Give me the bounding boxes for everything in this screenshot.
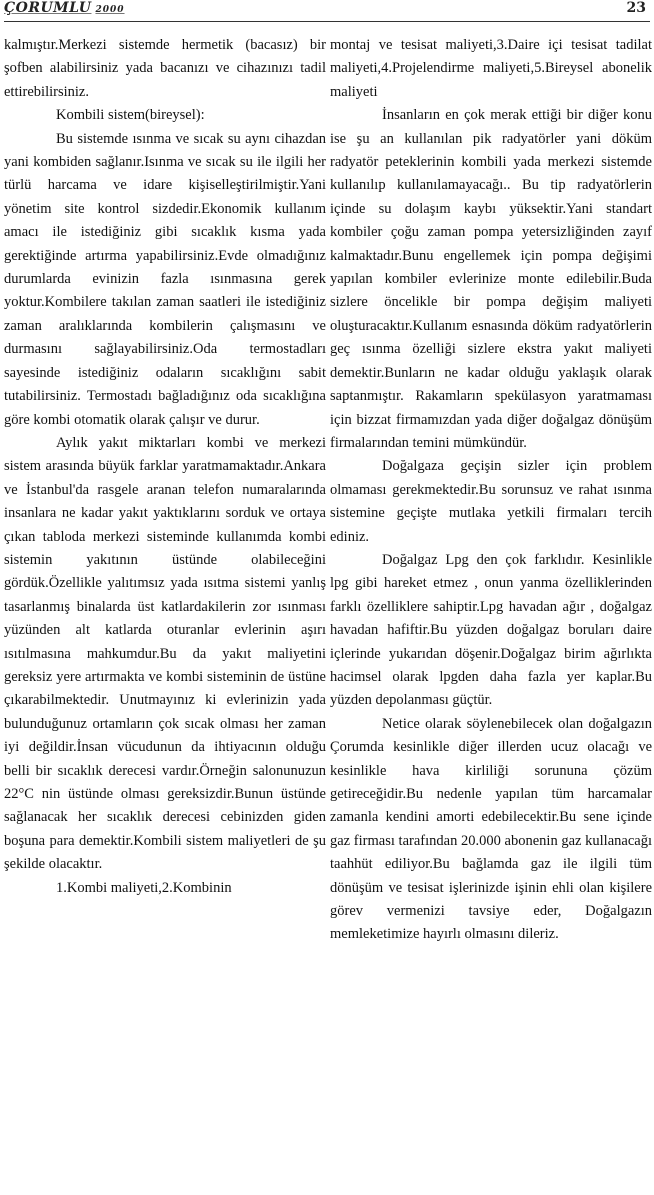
page-header xyxy=(0,0,654,20)
header-rule xyxy=(4,21,650,22)
paragraph: Netice olarak söylenebilecek olan doğalgazın Çorumda kesinlikle diğer illerden ucuz olacağı ve kesinlikle hava kirliliği sorununa çözüm getireceğidir.Bu nedenle yapılan tüm harcamalar zamanla kendini amorti edebilecektir.Bu sene içinde gaz firması tarafından 20.000 abonenin gaz kullanacağı taahhüt ediliyor.Bu bağlamda gaz ile ilgili tüm dönüşüm ve tesisat işlerinizde işinin ehli olan kişilere görev vermenizi tavsiye eder, Doğalgazın memleketimize hayırlı olmasını dileriz. xyxy=(330,715,652,943)
paragraph: Aylık yakıt miktarları kombi ve merkezi sistem arasında büyük farklar yaratmamaktadır.Ankara ve İstanbul'da rasgele aranan telefon numaralarında insanlara ne kadar yakıt yaktıklarını sorduk ve ortaya çıkan tabloda merkezi sisteminde kullanımda kombi sistemin yakıtının üstünde olabileceğini gördük.Özellikle yalıtımsız yada ısıtma sistemi yanlış tasarlanmış binalarda üst katlardakilerin zor ısınması yüzünden alt katlarda oturanlar evlerinin aşırı ısıtılmasına mahkumdur.Bu da yakıt maliyetini gereksiz yere artırmakta ve kombi sisteminin de üstüne çıkarabilmektedir. Unutmayınız ki evlerinizin yada bulunduğunuz ortamların çok sıcak olması her zaman iyi değildir.İnsan vücudunun da ihtiyacının olduğu belli bir sıcaklık derecesi vardır.Örneğin salonunuzun 22°C nin üstünde olması gereksizdir.Bunun üstünde sağlanacak her sıcaklık derecesi cebinizden giden boşuna para demektir.Kombili sistem maliyetleri de şu şekilde olacaktır. xyxy=(4,434,326,873)
paragraph: Doğalgaz Lpg den çok farklıdır. Kesinlikle lpg gibi hareket etmez , onun yanma özelliklerinden farklı özelliklere sahiptir.Lpg havadan ağır , doğalgaz havadan hafiftir.Bu yüzden doğalgaz boruları daire içlerinde yukarıdan döşenir.Doğalgaz birim ağırlıkta hacimsel olarak lpgden daha fazla yer kaplar.Bu yüzden depolanması güçtür. xyxy=(330,551,652,709)
left-column xyxy=(4,34,326,900)
masthead-title: ÇORUMLU xyxy=(4,0,92,16)
paragraph: Bu sistemde ısınma ve sıcak su aynı cihazdan yani kombiden sağlanır.Isınma ve sıcak su ile ilgili her türlü harcama ve idare kişiselleştirilmiştir.Yani yönetim site kontrol sizdedir.Ekonomik kullanım amacı ile istediğiniz gibi sıcaklık kısma yada gerektiğinde artırma yapabilirsiniz.Evde olmadığınız durumlarda evinizin fazla ısınmasına gerek yoktur.Kombilere takılan zaman saatleri ile istediğiniz zaman aralıklarında kombilerin çalışmasını ve durmasını sağlayabilirsiniz.Oda termostadları sayesinde istediğiniz odaların sıcaklığını sabit tutabilirsiniz. Termostadı bağladığınız oda sıcaklığına göre kombi otomatik olarak çalışır ve durur. xyxy=(4,130,326,428)
masthead-year: 2000 xyxy=(95,5,125,15)
paragraph: Doğalgaza geçişin sizler için problem olmaması gerekmektedir.Bu sorunsuz ve rahat ısınma sistemine geçişte mutlaka yetkili firmaları tercih ediniz. xyxy=(330,458,652,545)
right-column xyxy=(330,34,652,947)
paragraph: montaj ve tesisat maliyeti,3.Daire içi tesisat tadilat maliyeti,4.Projelendirme maliyeti,5.Bireysel abonelik maliyeti xyxy=(330,37,652,100)
paragraph: kalmıştır.Merkezi sistemde hermetik (bacasız) bir şofben alabilirsiniz yada bacanızı ve cihazınızı tadil ettirebilirsiniz. xyxy=(4,37,326,100)
masthead xyxy=(4,0,125,16)
paragraph: İnsanların en çok merak ettiği bir diğer konu ise şu an kullanılan pik radyatörler yani döküm radyatör peteklerinin kombili yada merkezi sistemde kullanılıp kullanılamayacağı.. Bu tip radyatörlerin içinde su dolaşım kaybı yüksektir.Yani standart kombiler çoğu zaman pompa yetersizliğinden zayıf kalmaktadır.Bunu engellemek için pompa değişimi yapılan kombiler evlerinize monte edilebilir.Buda sizlere öncelikle bir pompa değişim maliyeti oluşturacaktır.Kullanım esnasında döküm radyatörlerin geç ısınma özelliği sizlere ekstra yakıt maliyeti demektir.Bunların ne kadar olduğu yaklaşık olarak saptanmıştır. Rakamların spekülasyon yaratmaması için bizzat firmamızdan yada diğer doğalgaz dönüşüm firmalarından temini mümkündür. xyxy=(330,107,652,451)
paragraph: 1.Kombi maliyeti,2.Kombinin xyxy=(56,879,232,896)
page-number: 23 xyxy=(626,0,646,16)
section-heading: Kombili sistem(bireysel): xyxy=(56,107,205,124)
